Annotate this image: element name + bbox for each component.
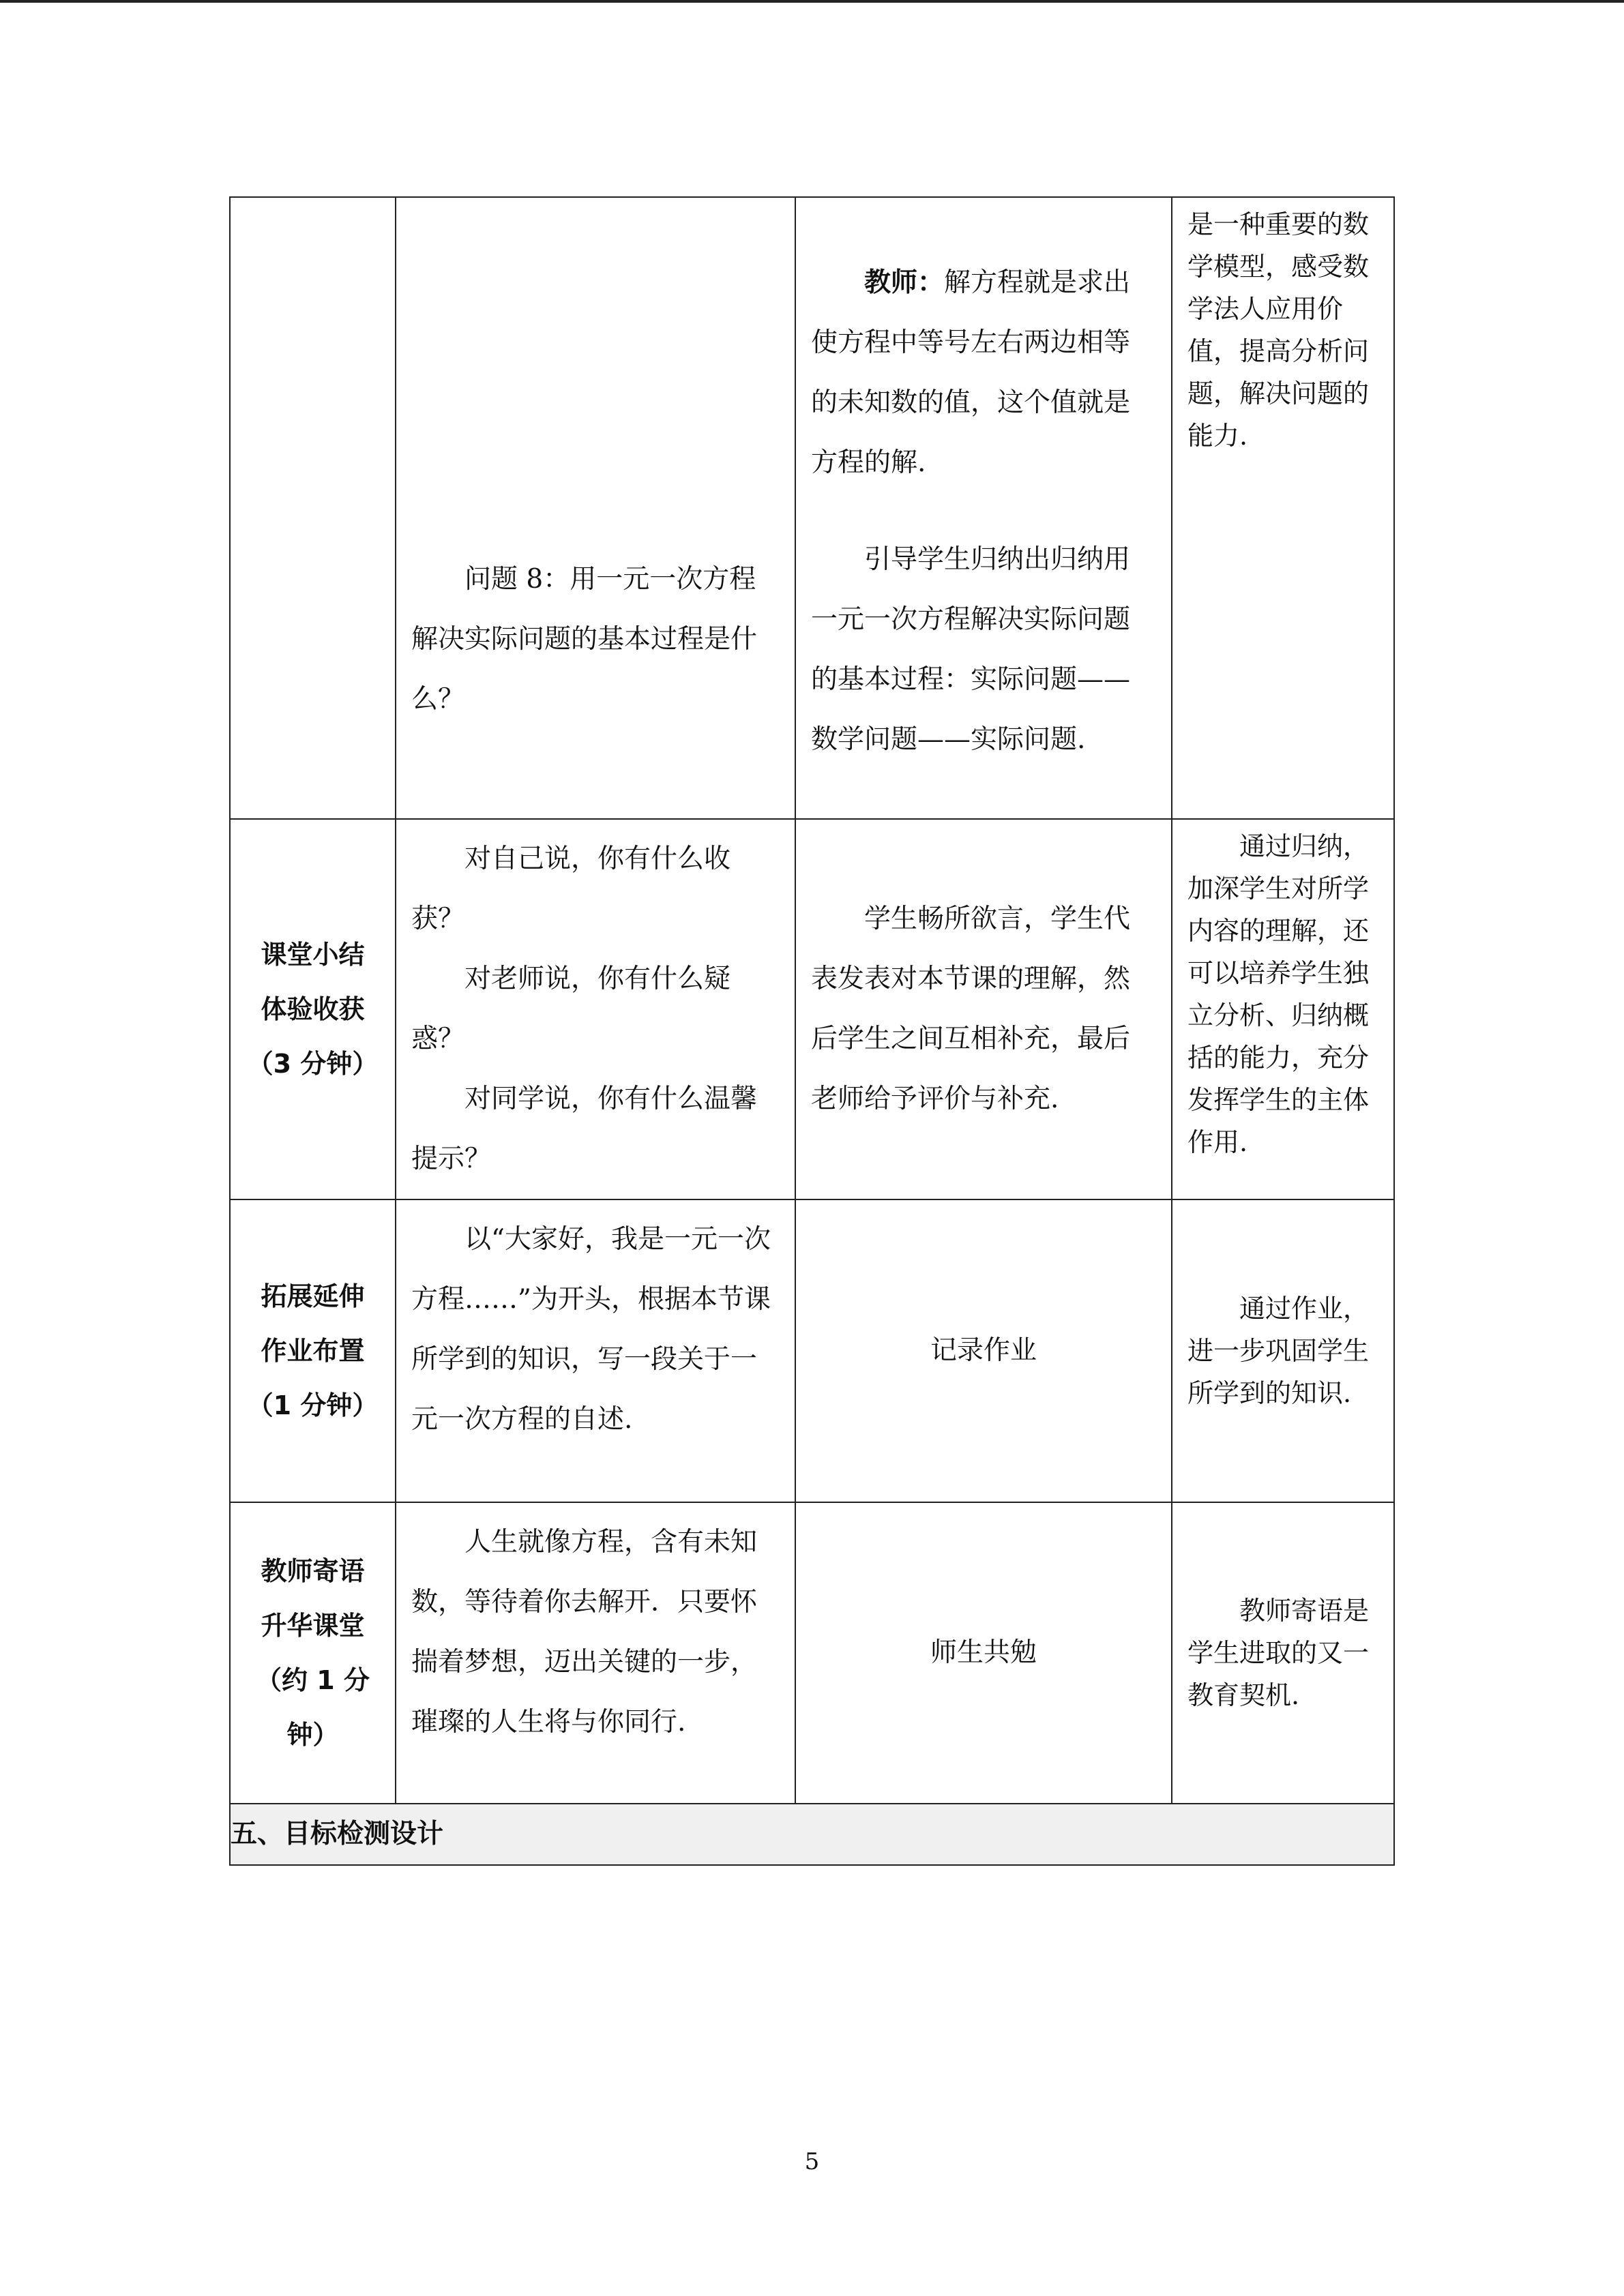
stage-title: 拓展延伸 [261, 1281, 365, 1311]
activity-text: 记录作业 [930, 1335, 1037, 1366]
intent-text: 通过作业，进一步巩固学生所学到的知识. [1187, 1294, 1370, 1408]
content-cell [396, 1199, 795, 1502]
stage-duration: （1 分钟） [247, 1390, 379, 1420]
stage-duration: （3 分钟） [247, 1049, 379, 1079]
question-text: 问题 8：用一元一次方程解决实际问题的基本过程是什么？ [411, 564, 758, 715]
section-header-row [230, 1804, 1394, 1865]
content-cell [396, 819, 795, 1199]
teacher-text: 解方程就是求出使方程中等号左右两边相等的未知数的值，这个值就是方程的解. [811, 267, 1131, 478]
stage-subtitle: 体验收获 [261, 994, 365, 1024]
stage-cell [230, 197, 396, 819]
top-border-line [0, 0, 1624, 3]
stage-subtitle: 升华课堂 [261, 1611, 365, 1641]
stage-cell [230, 819, 396, 1199]
section-title: 五、目标检测设计 [230, 1804, 1394, 1865]
stage-title: 教师寄语 [261, 1556, 365, 1586]
content-cell [396, 197, 795, 819]
intent-cell [1172, 1199, 1394, 1502]
content-text: 对自己说，你有什么收获？ [411, 844, 731, 934]
guide-text: 引导学生归纳出归纳用一元一次方程解决实际问题的基本过程：实际问题——数学问题——实际问题. [811, 544, 1131, 755]
content-text: 以“大家好，我是一元一次方程……”为开头，根据本节课所学到的知识，写一段关于一元一次方程的自述. [411, 1224, 771, 1435]
activity-text: 学生畅所欲言，学生代表发表对本节课的理解，然后学生之间互相补充，最后老师给予评价与补充. [811, 904, 1131, 1114]
teacher-label: 教师： [864, 267, 945, 298]
intent-text: 教师寄语是学生进取的又一教育契机. [1187, 1596, 1370, 1710]
activity-cell [795, 1199, 1172, 1502]
intent-text: 是一种重要的数学模型，感受数学法人应用价值，提高分析问题，解决问题的能力. [1187, 209, 1370, 451]
intent-cell [1172, 819, 1394, 1199]
activity-text: 师生共勉 [930, 1637, 1037, 1668]
table-row [230, 1199, 1394, 1502]
content-cell [396, 1502, 795, 1804]
stage-duration-end: 钟） [286, 1720, 339, 1750]
content-text: 人生就像方程，含有未知数，等待着你去解开．只要怀揣着梦想，迈出关键的一步，璀璨的人生将与你同行. [411, 1527, 758, 1738]
lesson-plan-table [229, 196, 1395, 1866]
table-row [230, 819, 1394, 1199]
intent-text: 通过归纳，加深学生对所学内容的理解，还可以培养学生独立分析、归纳概括的能力，充分发挥学生的主体作用. [1187, 831, 1370, 1157]
intent-cell [1172, 1502, 1394, 1804]
activity-cell [795, 1502, 1172, 1804]
content-text: 对同学说，你有什么温馨提示？ [411, 1084, 758, 1174]
stage-cell [230, 1199, 396, 1502]
stage-duration: （约 1 分 [256, 1665, 370, 1695]
table-row [230, 197, 1394, 819]
activity-cell [795, 197, 1172, 819]
page-number: 5 [804, 2148, 820, 2175]
stage-subtitle: 作业布置 [261, 1336, 365, 1366]
intent-cell [1172, 197, 1394, 819]
stage-cell [230, 1502, 396, 1804]
stage-title: 课堂小结 [261, 940, 365, 970]
table-row [230, 1502, 1394, 1804]
content-text: 对老师说，你有什么疑惑？ [411, 964, 731, 1054]
activity-cell [795, 819, 1172, 1199]
